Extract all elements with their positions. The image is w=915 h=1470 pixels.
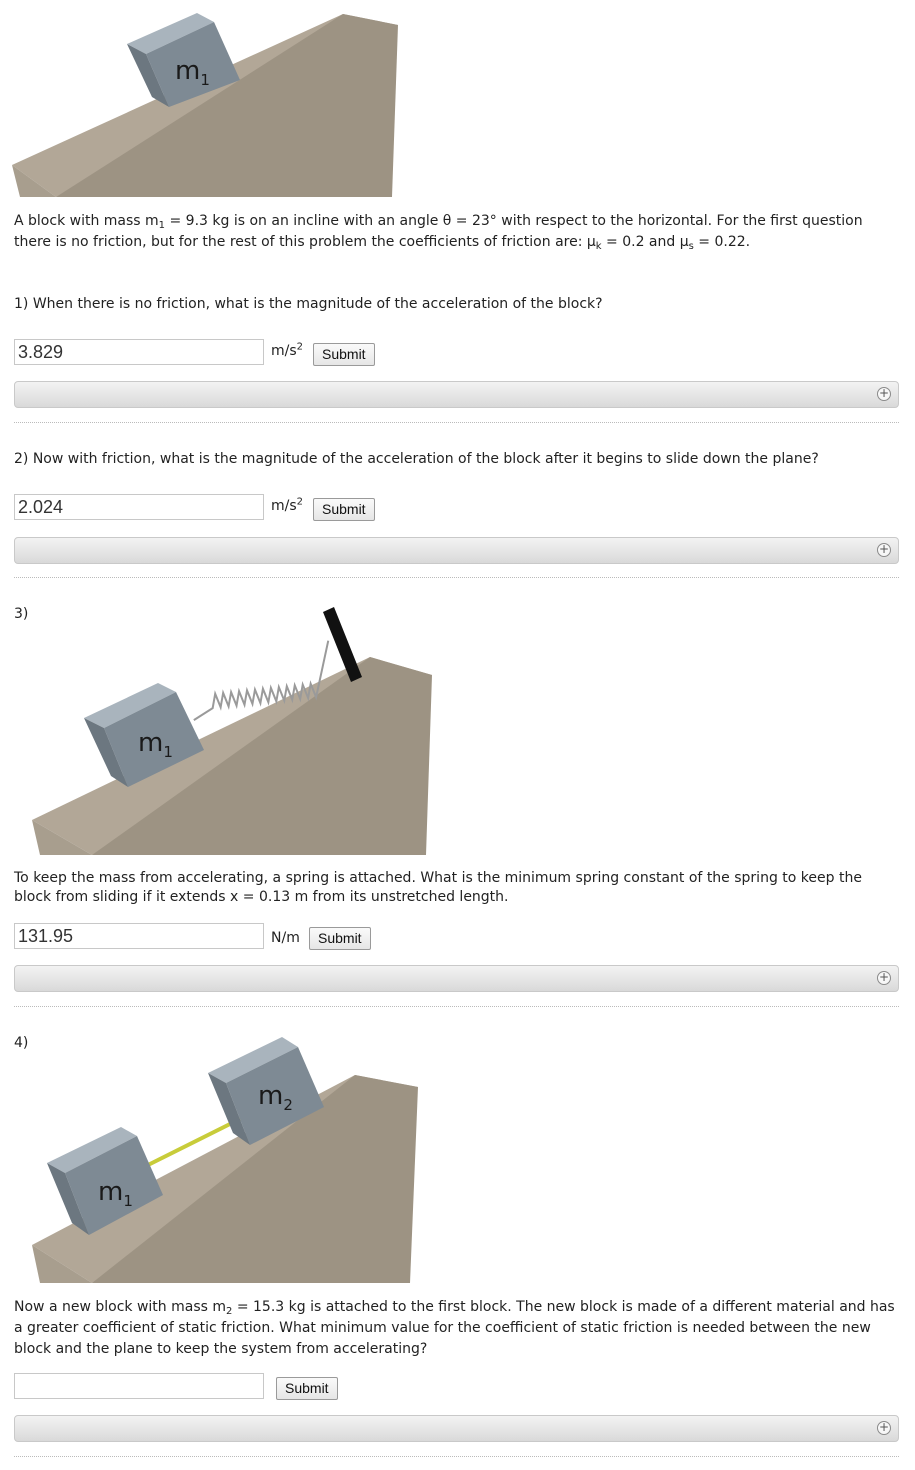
q3-unit: N/m bbox=[271, 930, 300, 946]
q2-hint-toggle[interactable] bbox=[14, 537, 899, 564]
question-3-text: To keep the mass from accelerating, a spring is attached. What is the minimum spring constant of the spring to keep the block from sliding if it extends x = 0.13 m from its unstretched length. bbox=[14, 870, 862, 905]
plus-circle-icon: + bbox=[878, 970, 890, 984]
plus-circle-icon: + bbox=[878, 1420, 890, 1434]
q1-submit-button[interactable]: Submit bbox=[313, 343, 375, 366]
block-m1-label: $m_1$ bbox=[138, 728, 173, 761]
divider bbox=[14, 577, 899, 578]
figure-incline-two-blocks bbox=[0, 1025, 440, 1290]
q3-submit-button[interactable]: Submit bbox=[309, 927, 371, 950]
question-4-label: 4) bbox=[14, 1035, 29, 1051]
question-2-text: 2) Now with friction, what is the magnitude of the acceleration of the block after it begins to slide down the plane? bbox=[14, 451, 819, 467]
block-m2-label: $m_2$ bbox=[258, 1081, 293, 1114]
q1-unit: $m/s^2$ bbox=[271, 341, 304, 359]
incline-side bbox=[56, 14, 398, 197]
q1-answer-input[interactable] bbox=[14, 339, 264, 365]
q2-submit-button[interactable]: Submit bbox=[313, 498, 375, 521]
q2-unit: $m/s^2$ bbox=[271, 496, 304, 514]
plus-circle-icon: + bbox=[878, 542, 890, 556]
question-4-text: Now a new block with mass $m_2 = 15.3$ kg is attached to the first block. The new block is made of a different material and has a greater coefficient of static friction. What minimum value for the coefficient of static friction is needed between the new block and the plane to keep the system from accelerating? bbox=[14, 1299, 895, 1357]
plus-circle-icon: + bbox=[878, 386, 890, 400]
q3-hint-toggle[interactable] bbox=[14, 965, 899, 992]
divider bbox=[14, 1456, 899, 1457]
divider bbox=[14, 422, 899, 423]
figure-incline-1 bbox=[0, 0, 420, 205]
block-m1-label: $m_1$ bbox=[98, 1177, 133, 1210]
problem-intro: A block with mass $m_1 = 9.3$ kg is on an incline with an angle θ = 23° with respect to the horizontal. For the first question there is no friction, but for the rest of this problem the coefficients of friction are: $\mu_k = 0.2$ and $\mu_s = 0.22$. bbox=[14, 213, 863, 252]
figure-incline-spring bbox=[0, 600, 450, 860]
divider bbox=[14, 1006, 899, 1007]
question-3-label: 3) bbox=[14, 606, 29, 622]
q1-hint-toggle[interactable] bbox=[14, 381, 899, 408]
q4-submit-button[interactable]: Submit bbox=[276, 1377, 338, 1400]
q4-answer-input[interactable] bbox=[14, 1373, 264, 1399]
q3-answer-input[interactable] bbox=[14, 923, 264, 949]
q2-answer-input[interactable] bbox=[14, 494, 264, 520]
question-1-text: 1) When there is no friction, what is the magnitude of the acceleration of the block? bbox=[14, 296, 603, 312]
q4-hint-toggle[interactable] bbox=[14, 1415, 899, 1442]
block-m1-label: $m_1$ bbox=[175, 56, 210, 89]
